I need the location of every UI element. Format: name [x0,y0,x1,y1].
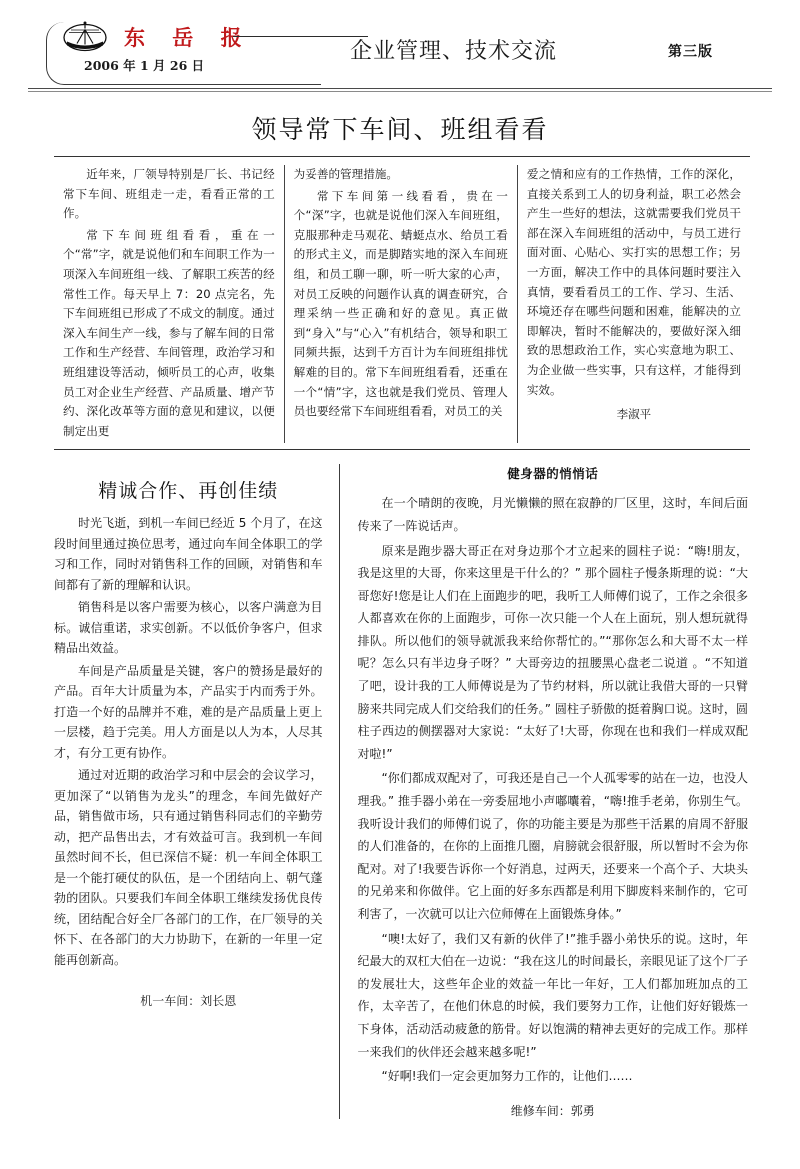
paragraph: 时光飞逝，到机一车间已经近 5 个月了，在这段时间里通过换位思考，通过向车间全体职工的学习和工作，同时对销售科工作的回顾，对销售和车间都有了新的理解和认识。 [54,516,323,592]
paper-name: 东 岳 报 [124,25,252,50]
paragraph: 通过对近期的政治学习和中层会的会议学习，更加深了“以销售为龙头”的理念，车间先做好产品，销售做市场，只有通过销售科同志们的辛勤劳动，把产品售出去，才有效益可言。我到机一车间虽然时间不长，但已深信不疑：机一车间全体职工是一个能打硬仗的队伍，是一个团结向上、朝气蓬勃的团队。只要我们车间全体职工继续发扬优良传统，团结配合好全厂各部门的工作，在厂领导的关怀下、在各部门的大力协助下，在新的一年里一定能再创新高。 [54,768,323,967]
paper-logo-icon [62,20,108,54]
paragraph: 常下车间第一线看看，贵在一个“深”字，也就是说他们深入车间班组，克服那种走马观花、蜻蜓点水、给员工看的形式主义，而是脚踏实地的深入车间班组，和员工聊一聊，听一听大家的心声，对员工反映的问题作认真的调查研究，合理采纳一些正确和好的意见。真正做到“身入”与“心入”有机结合，领导和职工同频共振，达到千方百计为车间班组排忧解难的目的。常下车间班组看看，还重在一个“情”字，这也就是我们党员、管理人员也要经常下车间班组看看，对员工的关 [293,188,508,419]
top-story-column-1 [54,165,284,443]
right-story-signature: 维修车间：郭勇 [510,1103,595,1118]
edition-label: 第三版 [668,44,713,60]
left-story [54,464,339,1118]
left-story-headline: 精诚合作、再创佳绩 [98,480,279,503]
top-story-bottom-rule [54,449,750,450]
top-story-byline: 李淑平 [616,407,652,422]
section-title: 企业管理、技术交流 [350,39,558,64]
masthead [28,8,772,86]
right-story [339,464,748,1118]
left-story-signature: 机一车间：刘长恩 [140,994,237,1009]
paragraph: 近年来，厂领导特别是厂长、书记经常下车间、班组走一走，看看正常的工作。 [63,167,275,221]
right-story-headline: 健身器的悄悄话 [507,466,599,482]
paragraph: 常下车间班组看看，重在一个“常”字，就是说他们和车间职工作为一项深入车间班组一线、了解职工疾苦的经常性工作。每天早上 7：20 点完名，先下车间班组已形成了不成文的制度。通过深入车间生产一线，参与了解车间的日常工作和生产经营、车间管理，政治学习和班组建设等活动，倾听员工的心声，收集员工对企业生产经营、产品质量、增产节约、深化改革等方面的意见和建议，以便制定出更 [63,227,275,438]
paragraph: “好啊!我们一定会更加努力工作的，让他们…… [381,1069,633,1084]
top-story-column-2 [284,165,517,443]
lower-section [54,464,748,1118]
top-story-column-3 [517,165,750,443]
paragraph: “你们都成双配对了，可我还是自己一个人孤零零的站在一边，也没人理我。” 推手器小弟在一旁委屈地小声嘟囔着，“嗨!推手老弟，你别生气。我听设计我们的师傅们说了，你的功能主要是为那些干活累的肩周不舒服的人们准备的，在你的上面推几圈，肩膀就会很舒服，所以暂时不会为你配对。对了!我要告诉你一个好消息，过两天，还要来一个高个子、大块头的兄弟来和你做伴。它上面的好多东西都是利用下脚废料来制作的，它可利害了，一次就可以让六位师傅在上面锻炼身体。” [357,771,748,921]
publication-date: 2006 年 1 月 26 日 [84,58,205,73]
paragraph: 为妥善的管理措施。 [293,167,399,181]
masthead-divider-rule [233,36,368,37]
paragraph: 原来是跑步器大哥正在对身边那个才立起来的圆柱子说：“嗨!朋友，我是这里的大哥，你来这里是干什么的？” 那个圆柱子慢条斯理的说：“大哥您好!您是让人们在上面跑步的吧，我听工人师傅们说了，工作之余很多人都喜欢在你的上面跑步，可你一次只能一个人在上面玩，别人想玩就得排队。所以他们的领导就派我来给你帮忙的。”“那你怎么和大哥不太一样呢？怎么只有半边身子呀？” 大哥旁边的扭腰黑心盘老二说道 。“不知道了吧，设计我的工人师傅说是为了节约材料，所以就让我借大哥的一只臂膀来共同完成人们交给我们的任务。” 圆柱子骄傲的挺着胸口说。这时，圆柱子西边的侧摆器对大家说：“太好了!大哥，你现在也和我们一样成双配对啦!” [357,543,748,761]
paragraph: “噢!太好了，我们又有新的伙伴了!”推手器小弟快乐的说。这时，年纪最大的双杠大伯在一边说：“我在这儿的时间最长，亲眼见证了这个厂子的发展壮大，这些年企业的效益一年比一年好，工人们都加班加点的工作，太辛苦了，在他们休息的时候，我们要努力工作，让他们好好锻炼一下身体，活动活动疲惫的筋骨。好以饱满的精神去更好的完成工作。那样一来我们的伙伴还会越来越多呢!” [357,931,748,1059]
top-story-body [54,156,750,443]
paragraph: 销售科是以客户需要为核心，以客户满意为目标。诚信重诺，求实创新。不以低价争客户，但求精品出效益。 [54,600,323,656]
paragraph: 爱之情和应有的工作热情，工作的深化，直接关系到工人的切身利益，职工必然会产生一些好的想法，这就需要我们党员干部在深入车间班组的活动中，与员工进行面对面、心贴心、实打实的思想工作；另一方面，解决工作中的具体问题时要注入真情，要看看员工的工作、学习、生活、环境还存在哪些问题和困难，能解决的立即解决，暂时不能解决的，要做好深入细致的思想政治工作，实心实意地为职工、为企业做一些实事，只有这样，才能得到实效。 [526,167,741,397]
masthead-bottom-rule [28,88,772,92]
paragraph: 车间是产品质量是关键，客户的赞扬是最好的产品。百年大计质量为本，产品实于内而秀于外。打造一个好的品牌并不难，难的是产品质量上更上一层楼，趋于完美。用人方面是以人为本，人尽其才，有分工更有协作。 [54,663,323,760]
top-story-headline: 领导常下车间、班组看看 [251,115,549,144]
paragraph: 在一个晴朗的夜晚，月光懒懒的照在寂静的厂区里，这时，车间后面传来了一阵说话声。 [357,496,748,533]
